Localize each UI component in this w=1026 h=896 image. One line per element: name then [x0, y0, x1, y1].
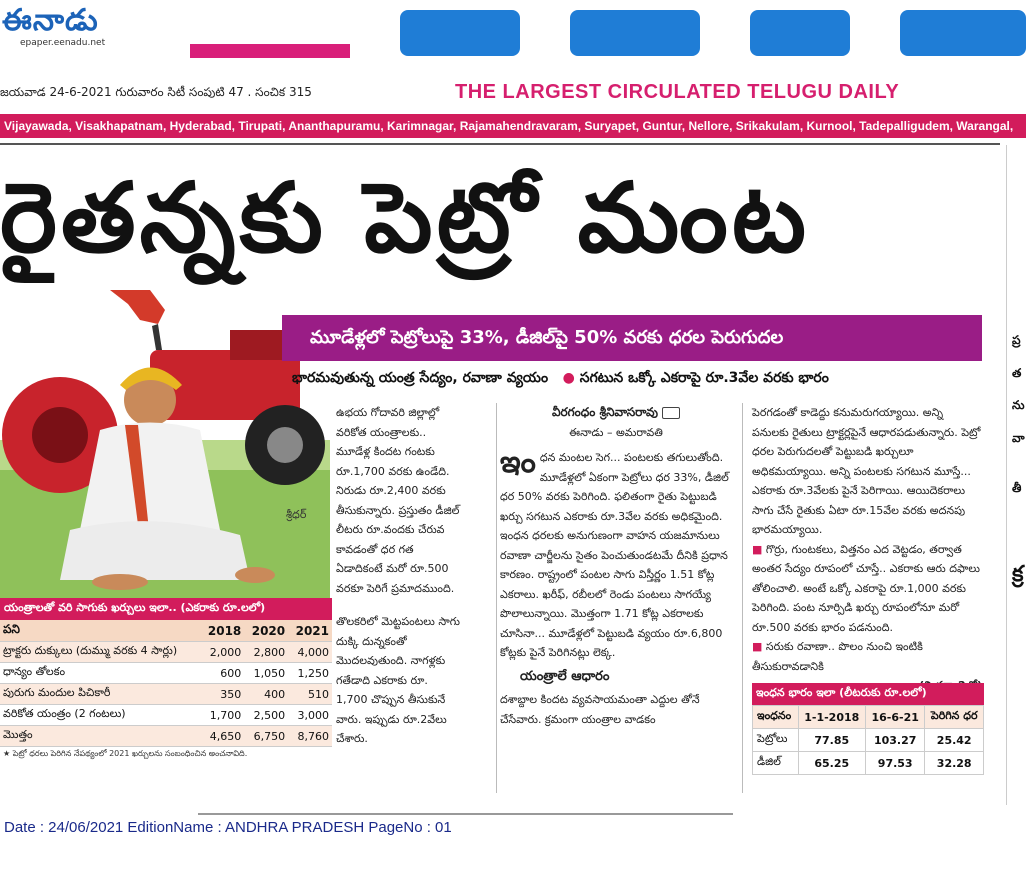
column-header: 16-6-21: [866, 706, 925, 729]
artist-signature: శ్రీధర్: [286, 508, 307, 521]
row-label: ధాన్యం తోలకం: [0, 663, 200, 684]
cell-increase: 25.42: [925, 729, 984, 752]
column-header: 2021: [288, 620, 332, 642]
paragraph: ఉభయ గోదావరి జిల్లాల్లో వరికోత యంత్రాలకు.. మూడేళ్ల కిందట గంటకు రూ.1,700 వరకు ఉండేది. నిరుడు రూ.2,400 వరకు తీసుకున్నారు. ప్రస్తుతం డీజిల్ లీటరు రూ.వందకు చేరువ కావడంతో ధర గత ఏడాదికంటే మరో రూ.500 వరకూ పెరిగే ప్రమాదముంది.: [336, 406, 460, 595]
section-subtitle: యంత్రాలే ఆధారం: [520, 668, 610, 684]
kicker-line: [292, 370, 992, 389]
glyph: వా: [1012, 431, 1025, 445]
bullet-icon: ■: [752, 542, 763, 556]
fuel-price-table: [752, 683, 984, 793]
row-label: వరికోత యంత్రం (2 గంటలు): [0, 705, 200, 726]
pen-icon: [662, 407, 680, 419]
masthead-letter-shape: [750, 10, 850, 56]
tagline: THE LARGEST CIRCULATED TELUGU DAILY: [455, 81, 900, 103]
kicker-right: సగటున ఒక్కో ఎకరాపై రూ.3వేల వరకు భారం: [579, 370, 829, 386]
byline-name: వీరగంధం శ్రీనివాసరావు: [552, 405, 658, 419]
masthead-rule: [0, 143, 1000, 145]
column-header: 1-1-2018: [798, 706, 865, 729]
cell-2021: 510: [288, 684, 332, 705]
cell-2021: 3,000: [288, 705, 332, 726]
cell-2021: 1,250: [288, 663, 332, 684]
fuel-table-grid: [752, 705, 984, 775]
paragraph: పెరగడంతో కాడెద్దు కనుమరుగయ్యాయి. అన్ని పనులకు రైతులు ట్రాక్టర్లపైనే ఆధారపడుతున్నారు. పెట్రో ధరల పెరుగుదలతో పెట్టుబడి ఖర్చులూ అధికమయ్యాయి. అన్ని పంటలకు సగటున మూస్తే... ఎకరాకు రూ.3వేలకు పైనే పెరిగాయి. ఆయిదెకరాలు సాగు చేసే రైతుకు ఏటా రూ.15వేల వరకు అదనపు భారమయ్యాయి.: [752, 406, 981, 536]
masthead-pink-strip: [190, 44, 350, 58]
glyph: త: [1012, 366, 1022, 380]
dateline: జయవాడ 24-6-2021 గురువారం సిటీ సంపుటి 47 . సంచిక 315: [0, 85, 312, 99]
logo-wordmark: ఈనాడు: [2, 3, 99, 38]
cell-2020: 2,800: [244, 642, 288, 663]
cost-table-title: యంత్రాలతో వరి సాగుకు ఖర్చులు ఇలా.. (ఎకరాకు రూ.లలో): [0, 598, 332, 620]
column-header: ఇంధనం: [753, 706, 799, 729]
cell-2018: 350: [200, 684, 244, 705]
column-divider: [742, 403, 743, 793]
column-header: 2018: [200, 620, 244, 642]
masthead-letter-shape: [400, 10, 520, 56]
cell-2018: 77.85: [798, 729, 865, 752]
edition-footer: Date : 24/06/2021 EditionName : ANDHRA PRADESH PageNo : 01: [4, 819, 452, 836]
glyph: క్ర: [1012, 562, 1024, 587]
cost-table-footnote: ★ పెట్రో ధరలు పెరిగిన నేపథ్యంలో 2021 ఖర్చులను సంబంధించిన అంచనావిది.: [3, 749, 248, 758]
byline-place: ఈనాడు – అమరావతి: [569, 425, 663, 439]
paragraph: దశాబ్దాల కిందట వ్యవసాయమంతా ఎద్దుల తోనే చేసేవారు. క్రమంగా యంత్రాల వాడకం: [500, 693, 700, 726]
cell-2018: 4,650: [200, 726, 244, 747]
table-row: [753, 752, 984, 775]
column-divider: [1006, 145, 1007, 805]
bottom-rule: [198, 813, 733, 815]
headline[interactable]: రైతన్నకు పెట్రో మంట: [0, 162, 810, 274]
table-row: [0, 663, 332, 684]
table-row: [0, 705, 332, 726]
cell-2020: 1,050: [244, 663, 288, 684]
table-row: [0, 684, 332, 705]
adjacent-article-edge: [1004, 145, 1026, 805]
kicker-left: భారమవుతున్న యంత్ర సేద్యం, రవాణా వ్యయం: [292, 370, 549, 386]
cell-2018: 65.25: [798, 752, 865, 775]
cell-2020: 400: [244, 684, 288, 705]
cell-2021: 97.53: [866, 752, 925, 775]
table-header-row: [753, 706, 984, 729]
glyph: ప్ర: [1012, 333, 1021, 347]
cell-2018: 2,000: [200, 642, 244, 663]
cost-table: [0, 598, 332, 792]
byline: [500, 403, 732, 423]
column-header: పెరిగిన ధర: [925, 706, 984, 729]
table-row: [753, 729, 984, 752]
bullet-text: సరుకు రవాణా.. పొలం నుంచి ఇంటికి తీసుకురావడానికి: [752, 640, 923, 673]
cost-table-grid: [0, 620, 332, 747]
farmer-tractor-illustration: [0, 290, 330, 600]
masthead-letter-shape: [900, 10, 1026, 56]
glyph: ను: [1012, 398, 1025, 412]
cell-2018: 600: [200, 663, 244, 684]
editions-bar: Vijayawada, Visakhapatnam, Hyderabad, Tirupati, Ananthapuramu, Karimnagar, Rajamahendravaram, Suryapet, Guntur, Nellore, Srikakulam, Kurnool, Tadepalligudem, Warangal,: [0, 114, 1026, 138]
logo-url: epaper.eenadu.net: [20, 38, 106, 48]
cell-2021: 8,760: [288, 726, 332, 747]
article-column-2: [500, 403, 732, 793]
cell-2020: 2,500: [244, 705, 288, 726]
cell-2020: 6,750: [244, 726, 288, 747]
table-row-total: [0, 726, 332, 747]
table-row: [0, 642, 332, 663]
illustration-svg: [0, 290, 330, 600]
table-header-row: [0, 620, 332, 642]
farmer-shirt: [80, 423, 220, 531]
bullet-icon: ■: [752, 640, 763, 653]
article-column-1: [336, 403, 461, 793]
column-divider: [496, 403, 497, 793]
article-column-3: [752, 403, 982, 675]
masthead-letter-shape: [570, 10, 700, 56]
column-header: 2020: [244, 620, 288, 642]
fuel-table-title: ఇంధన భారం ఇలా (లీటరుకు రూ.లలో): [752, 683, 984, 705]
cell-increase: 32.28: [925, 752, 984, 775]
column-header: పని: [0, 620, 200, 642]
masthead-artwork: [150, 0, 1026, 62]
row-label: ట్రాక్టరు దుక్కులు (దుమ్ము వరకు 4 సార్లు): [0, 642, 200, 663]
row-label: మొత్తం: [0, 726, 200, 747]
paragraph: తొలకరిలో మెట్టపంటలు సాగు దుక్కి దున్నకంతో మొదలవుతుంది. నాగళ్లకు గతేడాది ఎకరాకు రూ. 1,700 చొప్పున తీసుకునే వారు. ఇప్పుడు రూ.2వేలు చేశారు.: [336, 615, 460, 745]
cell-2021: 103.27: [866, 729, 925, 752]
subheadline-banner: మూడేళ్లలో పెట్రోలుపై 33%, డీజిల్‌పై 50% వరకు ధరల పెరుగుదల: [282, 315, 982, 361]
dropcap: ఇం: [500, 445, 536, 480]
paragraph: ధన మంటల సెగ... పంటలకు తగులుతోంది. మూడేళ్లలో ఏకంగా పెట్రోలు ధర 33%, డీజిల్ ధర 50% వరకు పెరిగింది. ఫలితంగా రైతు పెట్టుబడి ఖర్చు సగటున ఎకరాకు రూ.3వేల వరకు అధికమైంది. ఇంధన ధరలకు అనుగుణంగా వాహన యజమానులు రవాణా చార్జీలను సైతం పెంచుతుండటమే దీనికి ప్రధాన కారణం. రాష్ట్రంలో పంటల సాగు విస్తీర్ణం 1.51 కోట్ల ఎకరాలు. ఖరీఫ్, రబీలలో రెండు పంటలు సాగయ్యే పొలాలున్నాయి. మొత్తంగా 1.71 కోట్ల ఎకరాలకు చూసినా... మూడేళ్లలో పెట్టుబడి వ్యయం రూ.6,800 కోట్లకు పైనే పెరిగినట్లు లెక్క.: [500, 451, 729, 659]
glyph: తీ: [1012, 481, 1022, 495]
bullet-text: గొర్రు, గుంటకలు, విత్తనం ఎద వెట్టడం, తర్వాత అంతర సేద్యం రూపంలో చూస్తే.. ఎకరాకు ఆరు దఫాలు తోలించాలి. అంటే ఒక్కో ఎకరాపై రూ.1,000 వరకు పెరిగింది. పంట నూర్పిడి ఖర్చు రూపంలోనూ మరో రూ.500 వరకు భారం పడనుంది.: [752, 542, 980, 634]
row-label: డీజిల్: [753, 752, 799, 775]
cell-2018: 1,700: [200, 705, 244, 726]
eenadu-logo[interactable]: [2, 4, 142, 50]
cell-2021: 4,000: [288, 642, 332, 663]
row-label: పెట్రోలు: [753, 729, 799, 752]
bullet-icon: ●: [562, 370, 575, 386]
row-label: పురుగు మందుల పిచికారీ: [0, 684, 200, 705]
